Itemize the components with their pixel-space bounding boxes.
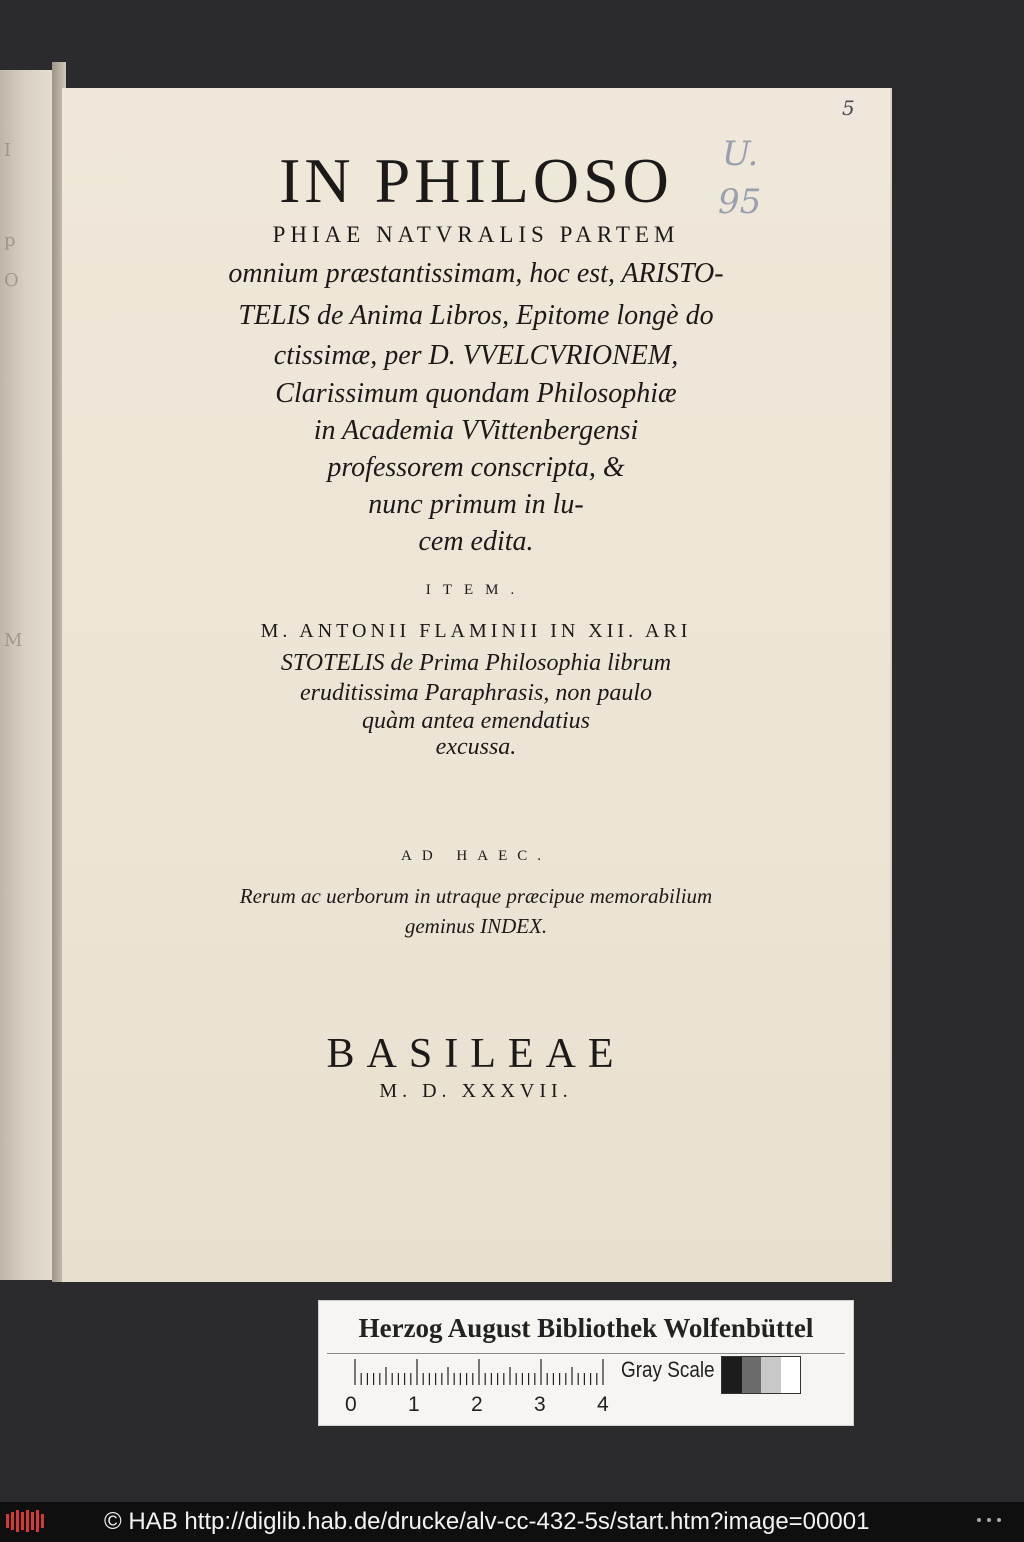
title-line-9: nunc primum in lu- [368, 489, 584, 520]
ruler-scale [353, 1357, 605, 1387]
title-line-1: IN PHILOSO [279, 145, 673, 216]
imprint-year: M. D. XXXVII. [379, 1080, 573, 1102]
item-line-3: eruditissima Paraphrasis, non paulo [299, 680, 653, 706]
gray-swatch-cell [761, 1357, 781, 1393]
item-line-5: excussa. [435, 734, 517, 760]
left-page-edge: I p O M [0, 70, 60, 1280]
index-line-1: Rerum ac uerborum in utraque præcipue memorabilium [239, 884, 713, 908]
adhaec-heading: AD HAEC. [401, 848, 551, 864]
title-line-5: ctissimæ, per D. VVELCVRIONEM, [273, 340, 679, 371]
title-line-8: professorem conscripta, & [327, 452, 625, 483]
item-heading: ITEM. [425, 582, 527, 598]
shelfmark-95: 95 [718, 182, 762, 222]
title-line-4: TELIS de Anima Libros, Epitome longè do [238, 300, 714, 331]
gray-scale-label: Gray Scale [621, 1357, 715, 1382]
gray-swatch-cell [781, 1357, 801, 1393]
folio-number: 5 [842, 96, 855, 120]
footer-bar [0, 1502, 1024, 1542]
copyright-url: © HAB http://diglib.hab.de/drucke/alv-cc-432-5s/start.htm?image=00001 [104, 1508, 870, 1535]
title-line-2: PHIAE NATVRALIS PARTEM [272, 222, 680, 247]
imprint-place: BASILEAE [326, 1031, 626, 1077]
ruler-number: 4 [597, 1393, 609, 1416]
title-line-7: in Academia VVittenbergensi [313, 415, 639, 446]
item-line-4: quàm antea emendatius [362, 708, 590, 734]
gray-swatch-cell [742, 1357, 762, 1393]
ruler-number: 2 [471, 1393, 483, 1416]
title-line-10: cem edita. [418, 526, 534, 557]
more-icon[interactable] [976, 1516, 1002, 1524]
ruler-number: 0 [345, 1393, 357, 1416]
index-line-2: geminus INDEX. [404, 914, 548, 938]
calibration-card [318, 1300, 854, 1426]
gray-swatch-cell [722, 1357, 742, 1393]
ruler-number: 3 [534, 1393, 546, 1416]
title-line-6: Clarissimum quondam Philosophiæ [275, 378, 677, 409]
item-line-2: STOTELIS de Prima Philosophia librum [280, 650, 672, 676]
card-divider [327, 1353, 845, 1354]
gray-scale-swatch [721, 1356, 801, 1394]
ruler-number: 1 [408, 1393, 420, 1416]
title-line-3: omnium præstantissimam, hoc est, ARISTO- [228, 258, 724, 289]
item-line-1: M. ANTONII FLAMINII IN XII. ARI [260, 620, 692, 642]
library-name: Herzog August Bibliothek Wolfenbüttel [358, 1313, 814, 1343]
hab-logo-icon [6, 1508, 46, 1534]
shelfmark-u: U. [722, 134, 759, 174]
